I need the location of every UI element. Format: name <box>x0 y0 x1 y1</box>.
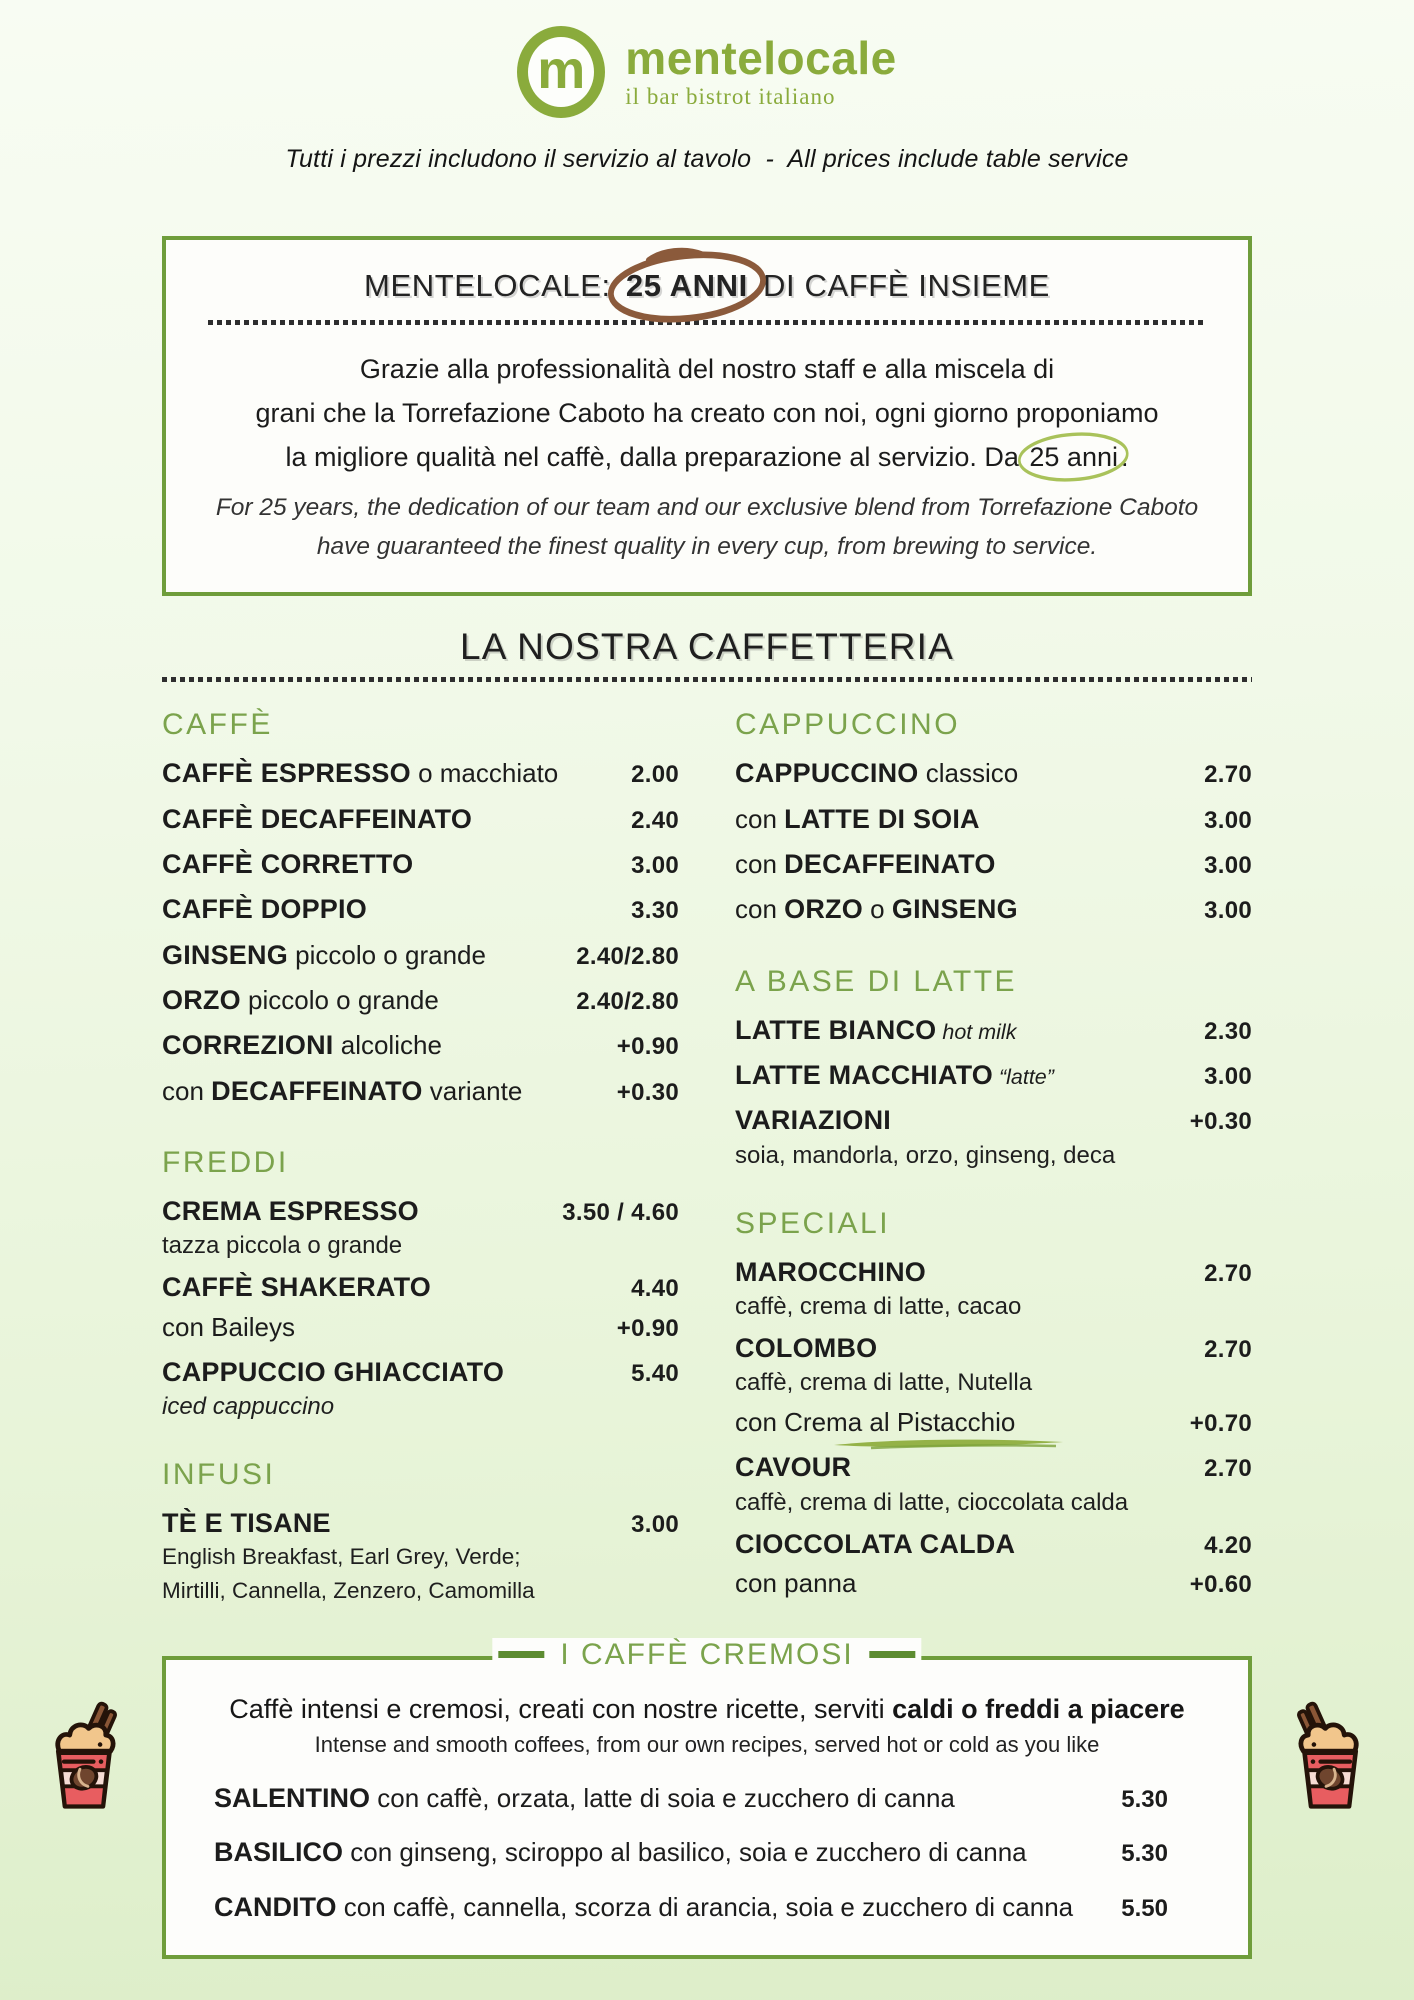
item-price: 3.00 <box>1204 806 1252 834</box>
intro-en-line-2: have guaranteed the finest quality in every cup, from brewing to service. <box>316 532 1098 560</box>
item-name-part: o macchiato <box>410 758 559 789</box>
item-name-part: CAVOUR <box>735 1452 852 1483</box>
item-name <box>162 981 439 1019</box>
item-price: 3.30 <box>631 897 679 925</box>
menu-section <box>735 1207 1252 1602</box>
menu-item <box>735 1056 1252 1094</box>
item-price: 5.40 <box>631 1359 679 1387</box>
intro-line-3: la migliore qualità nel caffè, dalla preparazione al servizio. Da <box>285 442 1027 472</box>
anniversary-title <box>206 268 1208 304</box>
cremosi-item <box>214 1834 1168 1872</box>
item-name <box>162 1192 419 1230</box>
menu-item <box>735 800 1252 838</box>
item-name-part: CAFFÈ DECAFFEINATO <box>162 803 473 834</box>
item-name <box>735 1101 891 1139</box>
item-name <box>735 890 1018 928</box>
item-name <box>162 754 558 792</box>
cremosi-intro-it <box>166 1694 1248 1725</box>
dotted-divider <box>162 677 1252 682</box>
item-price: 3.00 <box>1204 852 1252 880</box>
item-description: English Breakfast, Earl Grey, Verde; <box>162 1544 521 1570</box>
menu-item <box>162 845 679 883</box>
menu-title: LA NOSTRA CAFFETTERIA <box>460 626 954 668</box>
item-name <box>162 1309 295 1346</box>
item-name-part: CORREZIONI <box>162 1030 334 1061</box>
item-name <box>735 754 1018 792</box>
section-heading: CAPPUCCINO <box>735 708 961 742</box>
item-price: 5.30 <box>1121 1785 1168 1813</box>
section-heading: A BASE DI LATTE <box>735 964 1018 998</box>
item-name-part: variante <box>422 1075 523 1106</box>
item-price: +0.30 <box>616 1078 679 1106</box>
item-price: 3.00 <box>1204 897 1252 925</box>
item-description: caffè, crema di latte, cioccolata calda <box>735 1488 1129 1516</box>
item-description: tazza piccola o grande <box>162 1232 403 1260</box>
logo-monogram-icon <box>517 26 605 118</box>
item-name <box>214 1834 1027 1872</box>
item-name-part: con <box>735 894 785 925</box>
item-name-part: piccolo o grande <box>287 939 486 970</box>
item-name-bold: CANDITO <box>214 1892 337 1923</box>
item-description: caffè, crema di latte, Nutella <box>735 1369 1033 1397</box>
item-name <box>735 1056 1054 1094</box>
item-name <box>214 1889 1073 1927</box>
menu-section <box>162 1458 679 1606</box>
item-name-part: o <box>862 894 892 925</box>
section-heading: SPECIALI <box>735 1206 891 1240</box>
item-name-part: hot milk <box>936 1019 1017 1044</box>
anniversary-text-it <box>206 347 1208 479</box>
item-price: 2.70 <box>1204 1336 1252 1364</box>
menu-item <box>735 754 1252 792</box>
menu-column-right <box>735 708 1252 1611</box>
item-name <box>214 1780 955 1818</box>
item-name <box>735 1011 1016 1049</box>
item-name-part: MAROCCHINO <box>735 1256 926 1287</box>
item-name-part: CAFFÈ ESPRESSO <box>162 758 411 789</box>
item-price: 3.00 <box>1204 1063 1252 1091</box>
item-name <box>735 1448 851 1486</box>
menu-item <box>735 1329 1252 1367</box>
item-name <box>162 1504 331 1542</box>
cremosi-items <box>166 1780 1248 1927</box>
item-name-part: CAFFÈ CORRETTO <box>162 849 414 880</box>
item-name-part: piccolo o grande <box>240 985 439 1016</box>
menu-section <box>735 708 1252 928</box>
menu-item <box>162 936 679 974</box>
item-name-part: CREMA ESPRESSO <box>162 1196 419 1227</box>
intro-circled-words: 25 anni <box>1029 442 1118 472</box>
item-price: +0.30 <box>1189 1108 1252 1136</box>
item-name-part: CAFFÈ SHAKERATO <box>162 1272 432 1303</box>
item-price: 3.00 <box>631 1510 679 1538</box>
brand-name: mentelocale <box>625 31 897 84</box>
dotted-divider <box>208 320 1206 325</box>
caffe-cremosi-label: I CAFFÈ CREMOSI <box>492 1638 921 1672</box>
item-name-part: LATTE BIANCO <box>735 1014 937 1045</box>
item-name-part: con <box>735 803 785 834</box>
cremosi-item <box>214 1780 1168 1818</box>
item-description: iced cappuccino <box>162 1392 335 1420</box>
item-price: 2.70 <box>1204 1259 1252 1287</box>
menu-columns <box>162 708 1252 1611</box>
item-name-part: con panna <box>735 1567 857 1598</box>
menu-item <box>162 890 679 928</box>
item-name-part: “latte” <box>992 1065 1054 1090</box>
item-price: +0.70 <box>1189 1410 1252 1438</box>
item-name-part: COLOMBO <box>735 1333 878 1364</box>
item-name-part: classico <box>918 758 1019 789</box>
item-description: soia, mandorla, orzo, ginseng, deca <box>735 1141 1116 1169</box>
item-name-part: GINSENG <box>162 939 288 970</box>
intro-line-3-end: . <box>1120 442 1129 472</box>
item-name <box>735 1525 1015 1563</box>
item-name-part: CIOCCOLATA CALDA <box>735 1528 1016 1559</box>
item-price: +0.90 <box>616 1033 679 1061</box>
item-name <box>162 936 486 974</box>
anniversary-title-suffix: DI CAFFÈ INSIEME <box>763 268 1050 303</box>
menu-item <box>162 1353 679 1391</box>
menu-item <box>735 890 1252 928</box>
section-heading: CAFFÈ <box>162 708 273 742</box>
item-description: caffè, crema di latte, cacao <box>735 1293 1022 1321</box>
menu-item <box>162 1026 679 1064</box>
item-name <box>735 1404 1015 1441</box>
frappe-cup-icon <box>1294 1698 1368 1812</box>
item-price: +0.90 <box>616 1314 679 1342</box>
menu-item <box>162 800 679 838</box>
item-name-part: ORZO <box>784 894 863 925</box>
cremosi-intro-bold: caldi o freddi a piacere <box>892 1693 1185 1724</box>
item-price: 4.40 <box>631 1275 679 1303</box>
item-name <box>162 1072 522 1110</box>
menu-item <box>735 1253 1252 1291</box>
menu-item <box>162 1072 679 1110</box>
item-name-part: DECAFFEINATO <box>211 1075 423 1106</box>
menu-item <box>162 1309 679 1346</box>
menu-item <box>735 1404 1252 1441</box>
menu-column-left <box>162 708 679 1611</box>
logo-monogram: m <box>537 40 586 100</box>
item-name <box>162 890 367 928</box>
intro-line-1: Grazie alla professionalità del nostro staff e alla miscela di <box>359 354 1055 384</box>
section-heading: INFUSI <box>162 1457 276 1491</box>
item-name-part: LATTE MACCHIATO <box>735 1060 993 1091</box>
cremosi-intro-normal: Caffè intensi e cremosi, creati con nostre ricette, serviti <box>229 1693 893 1724</box>
item-name-part: con <box>162 1075 212 1106</box>
menu-item <box>162 981 679 1019</box>
anniversary-text-en <box>206 489 1208 566</box>
service-note: Tutti i prezzi includono il servizio al tavolo - All prices include table service <box>285 145 1129 173</box>
item-name-part: con Crema al Pistacchio <box>735 1407 1016 1438</box>
item-price: +0.60 <box>1189 1570 1252 1598</box>
caffe-cremosi-box <box>162 1637 1252 1959</box>
coffee-menu <box>162 626 1252 1611</box>
item-description: con caffè, cannella, scorza di arancia, soia e zucchero di canna <box>336 1892 1074 1923</box>
item-name <box>735 800 980 838</box>
item-name-part: VARIAZIONI <box>735 1105 891 1136</box>
menu-item <box>162 1268 679 1306</box>
green-circle-annotation <box>1026 435 1121 479</box>
item-price: 2.40/2.80 <box>576 942 679 970</box>
item-price: 3.00 <box>631 852 679 880</box>
item-price: 2.70 <box>1204 1455 1252 1483</box>
menu-item <box>162 1504 679 1542</box>
item-name-part: GINSENG <box>891 894 1018 925</box>
item-price: 2.70 <box>1204 761 1252 789</box>
menu-item <box>735 1565 1252 1602</box>
mentelocale-logo <box>0 26 1414 118</box>
item-name-bold: BASILICO <box>214 1837 344 1868</box>
header <box>0 0 1414 174</box>
frappe-cup-icon <box>46 1698 120 1812</box>
item-name <box>735 1253 926 1291</box>
anniversary-highlight <box>620 268 754 304</box>
item-name-part: CAPPUCCINO <box>735 758 919 789</box>
item-price: 5.30 <box>1121 1840 1168 1868</box>
frappe-cup-icon <box>46 1698 120 1812</box>
item-name <box>735 845 996 883</box>
menu-section <box>735 965 1252 1171</box>
item-name <box>162 1353 504 1391</box>
item-price: 2.40/2.80 <box>576 988 679 1016</box>
item-name-part: alcoliche <box>333 1030 442 1061</box>
item-price: 2.40 <box>631 806 679 834</box>
menu-section <box>162 1146 679 1422</box>
frappe-cup-icon-mirrored <box>1294 1698 1368 1812</box>
menu-item <box>735 1525 1252 1563</box>
menu-item <box>735 1448 1252 1486</box>
item-name <box>162 800 472 838</box>
item-name-part: LATTE DI SOIA <box>784 803 980 834</box>
item-name-part: CAPPUCCIO GHIACCIATO <box>162 1356 505 1387</box>
anniversary-years: 25 ANNI <box>625 268 748 303</box>
item-name-part: TÈ E TISANE <box>162 1507 331 1538</box>
item-price: 5.50 <box>1121 1895 1168 1923</box>
anniversary-box <box>162 236 1252 596</box>
section-heading: FREDDI <box>162 1146 289 1180</box>
item-name <box>162 845 413 883</box>
menu-item <box>735 1011 1252 1049</box>
item-name-part: DECAFFEINATO <box>784 849 996 880</box>
item-description: con caffè, orzata, latte di soia e zucchero di canna <box>370 1782 955 1813</box>
intro-line-2: grani che la Torrefazione Caboto ha creato con noi, ogni giorno proponiamo <box>255 398 1159 428</box>
brand-tagline: il bar bistrot italiano <box>625 83 836 109</box>
item-name-part: ORZO <box>162 985 241 1016</box>
anniversary-title-prefix: MENTELOCALE: <box>364 268 611 303</box>
item-price: 4.20 <box>1204 1531 1252 1559</box>
item-name-part: CAFFÈ DOPPIO <box>162 894 367 925</box>
item-name-bold: SALENTINO <box>214 1782 371 1813</box>
item-price: 2.00 <box>631 761 679 789</box>
item-name <box>735 1565 856 1602</box>
item-name <box>162 1268 431 1306</box>
logo-text <box>625 31 897 110</box>
menu-item <box>735 845 1252 883</box>
cremosi-item <box>214 1889 1168 1927</box>
item-description: Mirtilli, Cannella, Zenzero, Camomilla <box>162 1578 535 1604</box>
item-name <box>162 1026 442 1064</box>
item-price: 2.30 <box>1204 1017 1252 1045</box>
item-price: 3.50 / 4.60 <box>562 1199 679 1227</box>
menu-section <box>162 708 679 1110</box>
menu-item <box>735 1101 1252 1139</box>
item-name-part: con Baileys <box>162 1311 295 1342</box>
intro-en-line-1: For 25 years, the dedication of our team and our exclusive blend from Torrefazione Caboto <box>215 494 1199 521</box>
menu-item <box>162 1192 679 1230</box>
menu-item <box>162 754 679 792</box>
cremosi-intro-en: Intense and smooth coffees, from our own recipes, served hot or cold as you like <box>314 1731 1100 1757</box>
item-description: con ginseng, sciroppo al basilico, soia e zucchero di canna <box>343 1837 1027 1868</box>
item-name-part: con <box>735 849 785 880</box>
item-name <box>735 1329 877 1367</box>
